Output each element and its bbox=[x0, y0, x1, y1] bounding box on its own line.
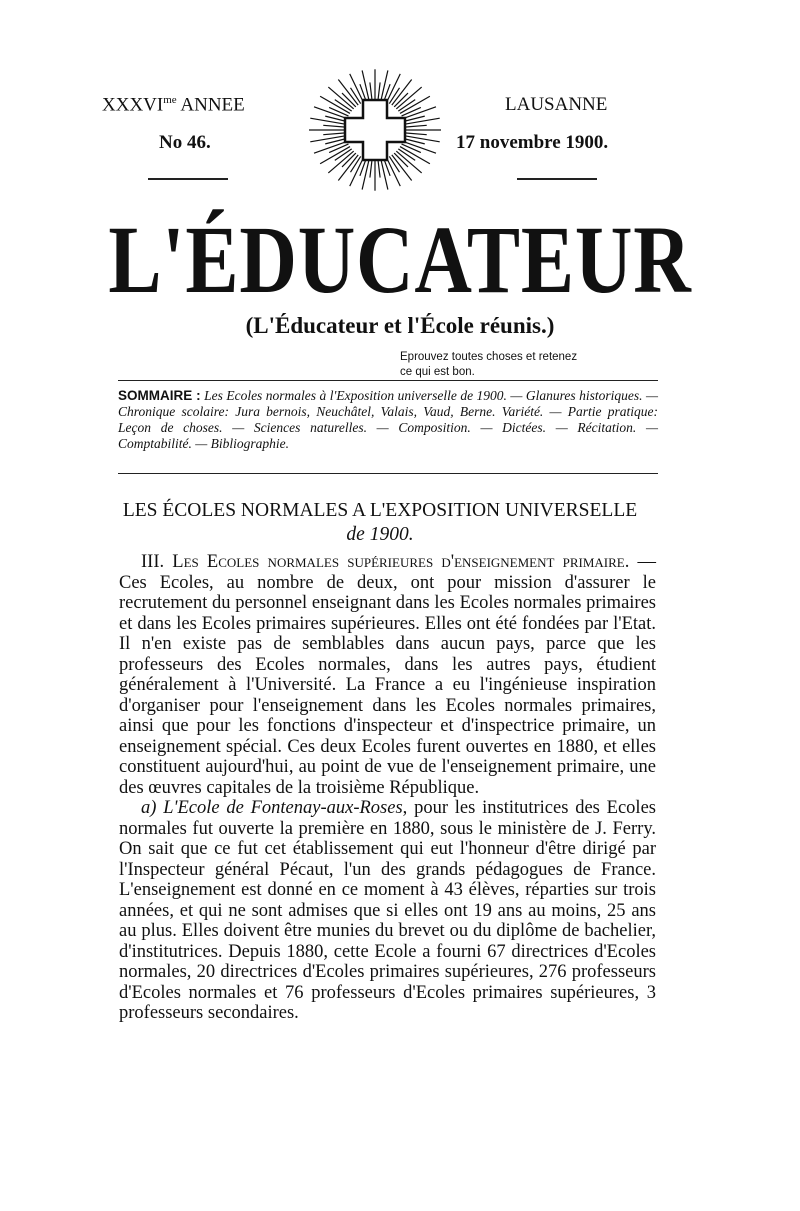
sunburst-ray bbox=[395, 87, 422, 110]
swiss-cross-sunburst-icon bbox=[300, 60, 450, 200]
left-header-rule bbox=[148, 178, 228, 180]
sunburst-ray bbox=[328, 150, 355, 173]
sunburst-ray bbox=[362, 70, 369, 102]
sunburst-ray bbox=[395, 150, 422, 173]
sunburst-ray bbox=[338, 153, 359, 180]
city-label: LAUSANNE bbox=[505, 94, 608, 115]
sunburst-ray bbox=[391, 80, 412, 107]
summary-label: SOMMAIRE : bbox=[118, 388, 201, 403]
issue-number: No 46. bbox=[159, 132, 211, 153]
newspaper-title: L'ÉDUCATEUR bbox=[108, 206, 692, 313]
sunburst-ray bbox=[328, 87, 355, 110]
paragraph-2 bbox=[119, 798, 656, 1024]
paragraph-2-lead: a) L'Ecole de Fontenay-aux-Roses bbox=[141, 798, 403, 818]
sunburst-ray bbox=[320, 146, 352, 164]
masthead-rule bbox=[118, 380, 658, 381]
sunburst-ray bbox=[323, 133, 347, 135]
right-header-rule bbox=[517, 178, 597, 180]
sunburst-ray bbox=[323, 125, 347, 127]
summary-rule bbox=[118, 473, 658, 474]
sunburst-ray bbox=[320, 96, 352, 114]
section-number: III. bbox=[141, 552, 165, 572]
sunburst-ray bbox=[391, 153, 412, 180]
sunburst-ray bbox=[398, 96, 430, 114]
paragraph-1-text: — Ces Ecoles, au nombre de deux, ont pour mission d'assurer le recrutement du personnel enseignant dans les Ecoles normales primaires et dans les Ecoles primaires supérieures. Elles ont été fondées par l'Etat. Il n'en existe pas de semblables dans aucun pays, parce que les professeurs des Ecoles normales, dans les autres pays, étudient généralement à l'Université. La France a eu l'ingénieuse inspiration d'organiser pour l'enseignement dans les Ecoles normales primaires, ainsi que pour les fonctions d'inspecteur et d'inspectrice primaire, un enseignement spécial. Ces deux Ecoles furent ouvertes en 1880, et elles constituent aujourd'hui, au point de vue de l'enseignement primaire, une des œuvres capitales de la troisième République. bbox=[119, 552, 657, 798]
article-title-block bbox=[80, 499, 680, 547]
volume-superscript: me bbox=[163, 94, 177, 106]
sunburst-ray bbox=[402, 135, 439, 141]
sunburst-ray bbox=[362, 157, 369, 189]
article-title-year: de 1900. bbox=[346, 524, 414, 545]
volume-number: XXXVI bbox=[102, 94, 164, 116]
volume-word: ANNEE bbox=[180, 94, 245, 116]
sunburst-ray bbox=[310, 135, 347, 141]
sunburst-ray bbox=[380, 157, 387, 189]
motto bbox=[400, 350, 660, 380]
sunburst-ray bbox=[338, 80, 359, 107]
section-heading: Les Ecoles normales supérieures d'enseignement primaire. bbox=[172, 552, 630, 572]
motto-line-2: ce qui est bon. bbox=[400, 366, 475, 378]
sunburst-ray bbox=[403, 125, 427, 127]
sunburst-ray bbox=[402, 118, 439, 124]
volume-label bbox=[102, 94, 245, 116]
summary-block bbox=[118, 388, 658, 452]
sunburst-ray bbox=[310, 118, 347, 124]
summary-text: Les Ecoles normales à l'Exposition universelle de 1900. — Glanures historiques. — Chronique scolaire: Jura bernois, Neuchâtel, Valais, Vaud, Berne. Variété. — Partie pratique: Leçon de choses. — Sciences naturelles. — Composition. — Dictées. — Récitation. — Comptabilité. — Bibliographie. bbox=[118, 388, 658, 451]
sunburst-ray bbox=[403, 133, 427, 135]
sunburst-ray bbox=[380, 70, 387, 102]
article-title: LES ÉCOLES NORMALES A L'EXPOSITION UNIVERSELLE bbox=[122, 500, 638, 521]
motto-line-1: Eprouvez toutes choses et retenez bbox=[400, 351, 578, 363]
newspaper-subtitle: (L'Éducateur et l'École réunis.) bbox=[245, 313, 555, 338]
sunburst-ray bbox=[398, 146, 430, 164]
issue-date: 17 novembre 1900. bbox=[456, 132, 609, 153]
paragraph-1 bbox=[119, 552, 656, 798]
paragraph-2-text: , pour les institutrices des Ecoles normales fut ouverte la première en 1880, sous le ministère de J. Ferry. On sait que ce fut cet établissement qui eut l'honneur d'être dirigé par l'Inspecteur général Pécaut, l'un des grands pédagogues de France. L'enseignement est donné en ce moment à 43 élèves, réparties sur trois années, et qui ne sont admises que si elles ont 19 ans au moins, 25 ans au plus. Elles doivent être munies du brevet ou du diplôme de bachelier, d'institutrices. Depuis 1880, cette Ecole a fourni 67 directrices d'Ecoles normales, 20 directrices d'Ecoles primaires supérieures, 276 professeurs d'Ecoles normales et 76 professeurs d'Ecoles primaires supérieures, 3 professeurs secondaires. bbox=[119, 798, 656, 1023]
article-body bbox=[119, 552, 656, 1024]
